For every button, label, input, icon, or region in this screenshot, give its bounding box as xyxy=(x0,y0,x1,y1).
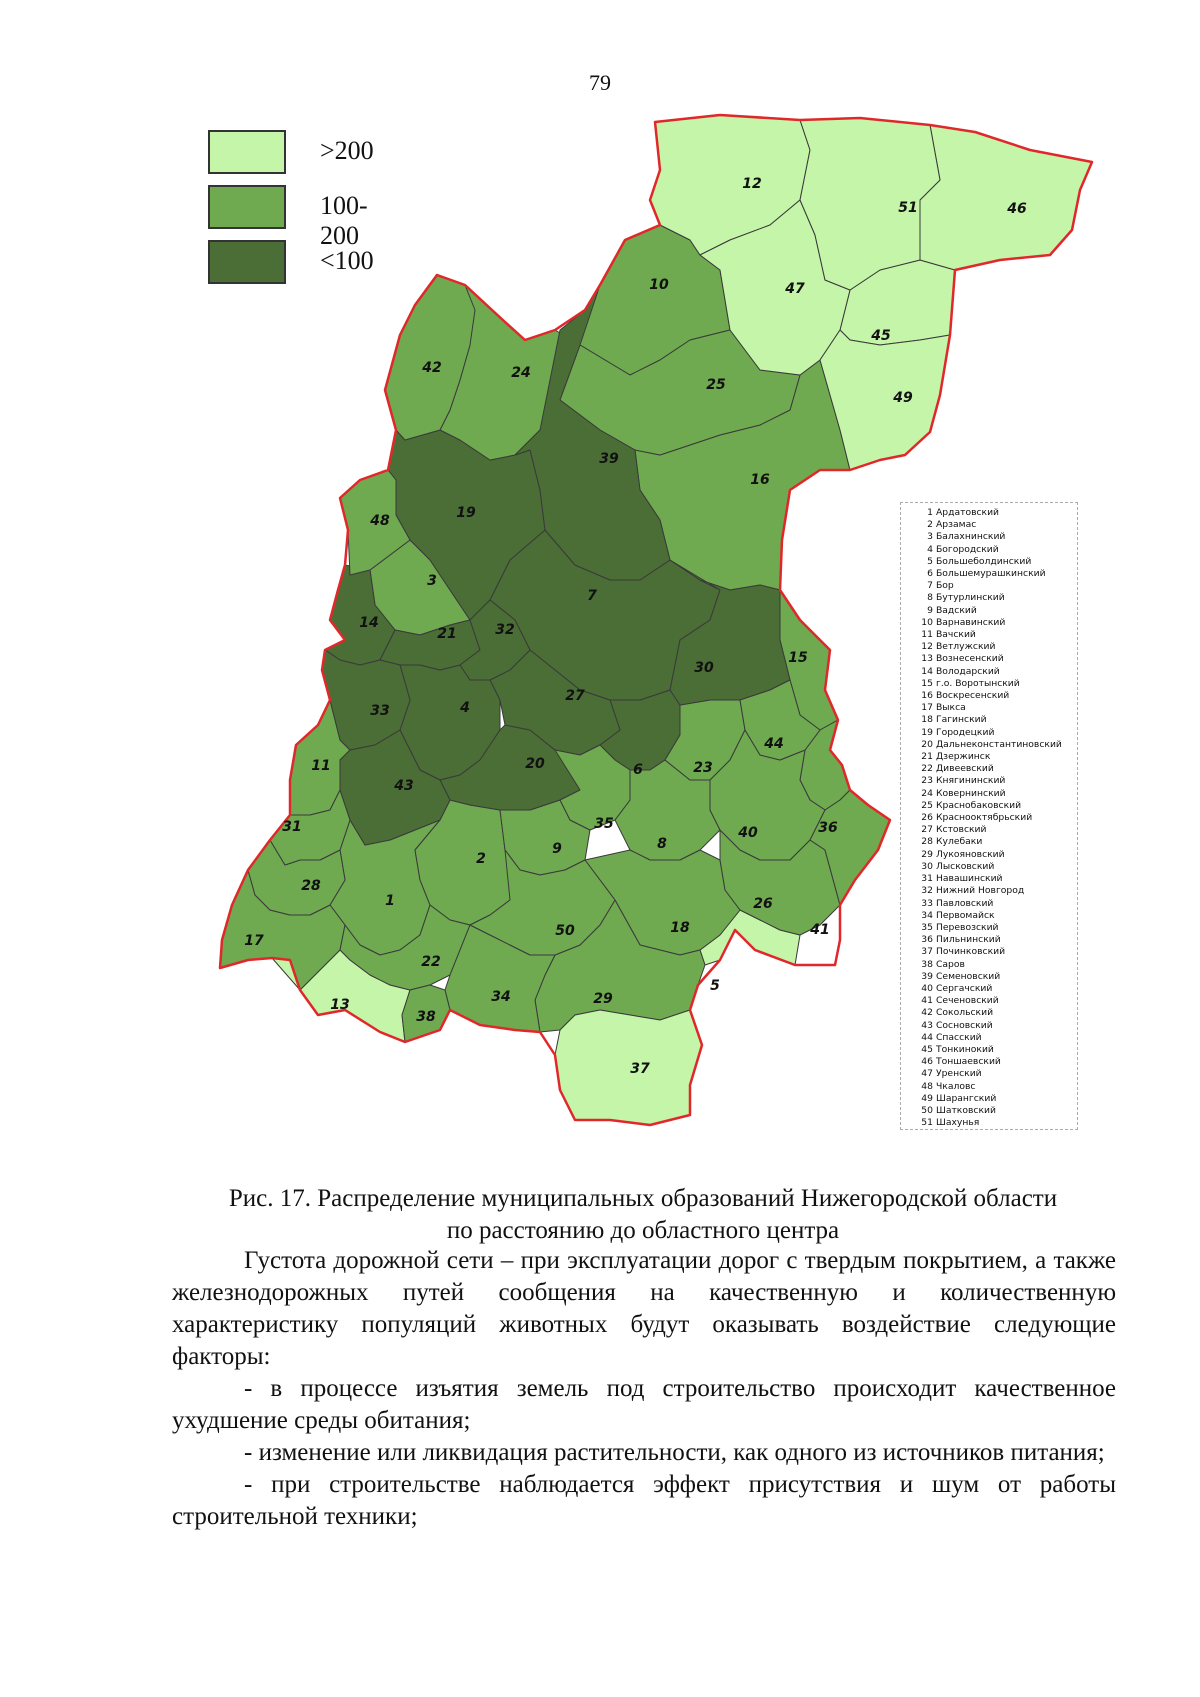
district-list-name: Вачский xyxy=(936,629,976,641)
district-label: 51 xyxy=(898,200,918,216)
paragraph: - изменение или ликвидация растительности, как одного из источников питания; xyxy=(244,1439,1105,1466)
district-list-number: 35 xyxy=(921,921,933,933)
district-list-number: 12 xyxy=(921,641,933,653)
district-list-number: 7 xyxy=(927,580,933,592)
district-list-name: Пильнинский xyxy=(936,934,1001,946)
district-list-name: Нижний Новгород xyxy=(936,885,1025,897)
district-label: 39 xyxy=(599,451,619,467)
legend-item-near xyxy=(208,240,388,286)
page-number: 79 xyxy=(589,70,611,95)
district-label: 35 xyxy=(594,816,614,832)
district-list-item xyxy=(905,702,1077,714)
district-label: 10 xyxy=(649,277,669,293)
district-list-item xyxy=(905,995,1077,1007)
district-area xyxy=(920,125,1092,270)
district-label: 34 xyxy=(491,989,511,1005)
district-label: 7 xyxy=(587,588,597,604)
district-label: 18 xyxy=(670,920,690,936)
legend-item-mid xyxy=(208,185,388,250)
district-list-number: 32 xyxy=(921,885,933,897)
district-list-item xyxy=(905,1117,1077,1129)
district-list-name: Шатковский xyxy=(936,1104,996,1116)
district-list-item xyxy=(905,885,1077,897)
caption-line: по расстоянию до областного центра xyxy=(446,1217,840,1244)
district-list-name: Тонкинокий xyxy=(936,1043,994,1055)
district-list-number: 37 xyxy=(921,946,933,958)
district-label: 8 xyxy=(657,836,667,852)
district-list-item xyxy=(905,1093,1077,1105)
district-list-number: 15 xyxy=(921,677,933,689)
district-list-name: Выкса xyxy=(936,702,966,714)
district-list-number: 45 xyxy=(921,1043,933,1055)
district-list-number: 50 xyxy=(921,1104,933,1116)
district-label: 50 xyxy=(555,923,575,939)
district-label: 31 xyxy=(282,819,302,835)
district-label: 40 xyxy=(738,825,758,841)
district-list-name: Гагинский xyxy=(936,714,987,726)
district-list-name: Саров xyxy=(936,958,965,970)
district-label: 3 xyxy=(427,573,437,589)
district-list-item xyxy=(905,666,1077,678)
district-list-name: Лысковский xyxy=(936,860,995,872)
district-list-number: 51 xyxy=(921,1117,933,1129)
district-list-name: Ардатовский xyxy=(936,507,1000,518)
district-list-name: Семеновский xyxy=(936,970,1001,982)
district-label: 42 xyxy=(422,360,442,376)
district-list-item xyxy=(905,910,1077,922)
district-list-item xyxy=(905,1007,1077,1019)
district-list-name: Княгининский xyxy=(936,775,1006,787)
legend-label: <100 xyxy=(320,246,374,275)
district-label: 37 xyxy=(630,1061,650,1077)
district-list-name: Вадский xyxy=(936,604,977,616)
district-list-number: 48 xyxy=(921,1080,933,1092)
district-list-number: 38 xyxy=(921,958,933,970)
legend-item-far xyxy=(208,130,388,176)
district-list-number: 30 xyxy=(921,860,933,872)
district-list-name: Ковернинский xyxy=(936,787,1006,799)
legend-swatch-mid xyxy=(208,185,286,229)
district-list-number: 19 xyxy=(921,726,933,738)
district-list-name: Уренский xyxy=(936,1068,982,1080)
district-list-number: 6 xyxy=(927,568,933,580)
district-list-name: Бутурлинский xyxy=(936,592,1005,604)
district-label: 19 xyxy=(456,505,476,521)
district-list-item xyxy=(905,1032,1077,1044)
district-label: 14 xyxy=(359,615,379,631)
district-label: 44 xyxy=(764,736,784,752)
district-list-number: 25 xyxy=(921,799,933,811)
district-label: 30 xyxy=(694,660,714,676)
district-list-item xyxy=(905,971,1077,983)
district-list-item xyxy=(905,727,1077,739)
district-list-name: Починковский xyxy=(936,946,1006,958)
district-label: 4 xyxy=(460,700,470,716)
district-list-item xyxy=(905,824,1077,836)
district-label: 17 xyxy=(244,933,264,949)
district-list-item xyxy=(905,861,1077,873)
district-list-item xyxy=(905,690,1077,702)
district-list-number: 44 xyxy=(921,1031,933,1043)
district-list-item xyxy=(905,751,1077,763)
district-list-item xyxy=(905,934,1077,946)
district-list-item xyxy=(905,922,1077,934)
district-list-item xyxy=(905,959,1077,971)
district-label: 43 xyxy=(394,778,414,794)
district-label: 32 xyxy=(495,622,515,638)
district-list-name: Перевозский xyxy=(936,921,999,933)
district-list-name: Городецкий xyxy=(936,726,995,738)
district-list-item xyxy=(905,653,1077,665)
district-label: 27 xyxy=(565,688,585,704)
caption-line: Рис. 17. Распределение муниципальных образований Нижегородской области xyxy=(228,1185,1058,1212)
district-label: 41 xyxy=(810,922,830,938)
district-list-number: 4 xyxy=(927,543,933,555)
district-list-item xyxy=(905,580,1077,592)
district-label: 5 xyxy=(710,978,720,994)
district-list-item xyxy=(905,1020,1077,1032)
district-list-number: 29 xyxy=(921,848,933,860)
district-list-name: Тоншаевский xyxy=(936,1056,1001,1068)
district-list-number: 39 xyxy=(921,970,933,982)
district-list-number: 11 xyxy=(921,629,933,641)
district-list-name: Богородский xyxy=(936,543,999,555)
legend-swatch-near xyxy=(208,240,286,284)
district-list-item xyxy=(905,629,1077,641)
district-list-item xyxy=(905,507,1077,519)
district-list-number: 20 xyxy=(921,738,933,750)
district-label: 11 xyxy=(311,758,331,774)
district-list-number: 40 xyxy=(921,982,933,994)
district-list-item xyxy=(905,714,1077,726)
district-list-number: 13 xyxy=(921,653,933,665)
district-label: 36 xyxy=(818,820,838,836)
district-list-number: 43 xyxy=(921,1019,933,1031)
district-list-name: Арзамас xyxy=(936,519,977,531)
district-label: 24 xyxy=(511,365,531,381)
district-list-item xyxy=(905,849,1077,861)
district-list-number: 24 xyxy=(921,787,933,799)
figure-caption xyxy=(170,1183,1116,1247)
district-list-number: 47 xyxy=(921,1068,933,1080)
district-list-item xyxy=(905,519,1077,531)
district-label: 21 xyxy=(437,626,457,642)
district-list-name: Сосновский xyxy=(936,1019,993,1031)
district-list-number: 36 xyxy=(921,934,933,946)
district-label: 20 xyxy=(525,756,545,772)
paragraph: Густота дорожной сети – при эксплуатации дорог с твердым покрытием, а также железнодорожных путей сообщения на качественную и количественную характеристику популяций животных будут оказывать воздействие следующие факторы: xyxy=(172,1247,1116,1370)
district-list-item xyxy=(905,1081,1077,1093)
district-list-name: Сергачский xyxy=(936,982,993,994)
district-label: 47 xyxy=(785,281,805,297)
district-list-item xyxy=(905,544,1077,556)
district-list-number: 46 xyxy=(921,1056,933,1068)
district-list-number: 2 xyxy=(927,519,933,531)
district-list-name: Большемурашкинский xyxy=(936,568,1046,580)
district-list-number: 8 xyxy=(927,592,933,604)
district-list-number: 49 xyxy=(921,1092,933,1104)
district-list-number: 21 xyxy=(921,751,933,763)
district-label: 29 xyxy=(593,991,613,1007)
district-list-number: 3 xyxy=(927,531,933,543)
district-label: 23 xyxy=(693,760,713,776)
district-list-name: Спасский xyxy=(936,1031,982,1043)
district-list-number: 23 xyxy=(921,775,933,787)
legend-label: 100-200 xyxy=(320,191,368,250)
district-list-number: 41 xyxy=(921,995,933,1007)
district-list-number: 17 xyxy=(921,702,933,714)
district-label: 26 xyxy=(753,896,773,912)
district-list-number: 18 xyxy=(921,714,933,726)
district-list-name: Большеболдинский xyxy=(936,555,1032,567)
district-list-name: Володарский xyxy=(936,665,1000,677)
district-list-name: Воскресенский xyxy=(936,690,1010,702)
district-label: 46 xyxy=(1007,201,1027,217)
district-list-item xyxy=(905,1056,1077,1068)
district-list-name: Сокольский xyxy=(936,1007,994,1019)
district-list-name: Навашинский xyxy=(936,873,1003,885)
district-list-name: Вознесенский xyxy=(936,653,1004,665)
district-list-number: 33 xyxy=(921,897,933,909)
district-list-item xyxy=(905,617,1077,629)
paragraph: - в процессе изъятия земель под строительство происходит качественное ухудшение среды обитания; xyxy=(172,1375,1116,1434)
district-list-name: Дивеевский xyxy=(936,763,994,775)
district-label: 16 xyxy=(750,472,770,488)
district-list-item xyxy=(905,812,1077,824)
district-label: 13 xyxy=(330,997,350,1013)
district-list-name: Ветлужский xyxy=(936,641,996,653)
district-list-number: 27 xyxy=(921,824,933,836)
district-list-name: Краснооктябрьский xyxy=(936,812,1033,824)
district-list-number: 16 xyxy=(921,690,933,702)
district-list-number: 26 xyxy=(921,812,933,824)
district-list-item xyxy=(905,641,1077,653)
district-list-item xyxy=(905,531,1077,543)
district-list-name: г.о. Воротынский xyxy=(936,677,1020,689)
district-list-name: Бор xyxy=(936,580,954,592)
district-list-item xyxy=(905,739,1077,751)
district-label: 45 xyxy=(871,328,891,344)
district-list-item xyxy=(905,605,1077,617)
district-list-name: Чкаловс xyxy=(936,1080,976,1092)
district-list-number: 5 xyxy=(927,555,933,567)
district-list-item xyxy=(905,788,1077,800)
district-list-number: 31 xyxy=(921,873,933,885)
district-area xyxy=(555,1010,702,1125)
district-list-item xyxy=(905,983,1077,995)
legend-label: >200 xyxy=(320,136,374,165)
district-label: 22 xyxy=(421,954,441,970)
district-list-name: Павловский xyxy=(936,897,994,909)
district-label: 15 xyxy=(788,650,808,666)
district-list-number: 42 xyxy=(921,1007,933,1019)
district-label: 6 xyxy=(633,762,643,778)
district-list-number: 1 xyxy=(927,507,933,518)
district-list-name: Сеченовский xyxy=(936,995,999,1007)
district-list-item xyxy=(905,1105,1077,1117)
district-list-name: Шахунья xyxy=(936,1117,980,1129)
district-list-name: Кстовский xyxy=(936,824,987,836)
district-list-number: 34 xyxy=(921,909,933,921)
district-list-item xyxy=(905,775,1077,787)
district-label: 38 xyxy=(416,1009,436,1025)
district-list-item xyxy=(905,568,1077,580)
district-list-item xyxy=(905,1068,1077,1080)
district-list-number: 28 xyxy=(921,836,933,848)
district-list-number: 9 xyxy=(927,604,933,616)
district-list-item xyxy=(905,873,1077,885)
district-label: 33 xyxy=(370,703,390,719)
figure xyxy=(0,100,1200,1180)
district-list-name: Дзержинск xyxy=(936,751,991,763)
district-list xyxy=(900,502,1078,1130)
district-label: 12 xyxy=(742,176,762,192)
body-text xyxy=(172,1245,1116,1533)
district-list-item xyxy=(905,898,1077,910)
district-list-item xyxy=(905,800,1077,812)
district-label: 9 xyxy=(552,841,562,857)
district-list-item xyxy=(905,946,1077,958)
district-label: 25 xyxy=(706,377,726,393)
district-list-name: Краснобаковский xyxy=(936,799,1022,811)
district-list-item xyxy=(905,592,1077,604)
district-list-number: 10 xyxy=(921,616,933,628)
district-list-number: 22 xyxy=(921,763,933,775)
district-list-name: Балахнинский xyxy=(936,531,1006,543)
district-list-name: Кулебаки xyxy=(936,836,983,848)
district-list-number: 14 xyxy=(921,665,933,677)
district-list-item xyxy=(905,836,1077,848)
legend-swatch-far xyxy=(208,130,286,174)
district-list-name: Лукояновский xyxy=(936,848,1005,860)
district-label: 2 xyxy=(476,851,486,867)
district-label: 28 xyxy=(301,878,321,894)
district-list-item xyxy=(905,678,1077,690)
district-label: 49 xyxy=(893,390,913,406)
district-label: 1 xyxy=(385,893,395,909)
district-list-name: Варнавинский xyxy=(936,616,1006,628)
district-list-name: Дальнеконстантиновский xyxy=(936,738,1062,750)
district-label: 48 xyxy=(370,513,390,529)
district-list-name: Первомайск xyxy=(936,909,995,921)
district-list-name: Шарангский xyxy=(936,1092,997,1104)
district-list-item xyxy=(905,763,1077,775)
district-list-item xyxy=(905,556,1077,568)
paragraph: - при строительстве наблюдается эффект присутствия и шум от работы строительной техники; xyxy=(172,1471,1116,1530)
district-list-item xyxy=(905,1044,1077,1056)
